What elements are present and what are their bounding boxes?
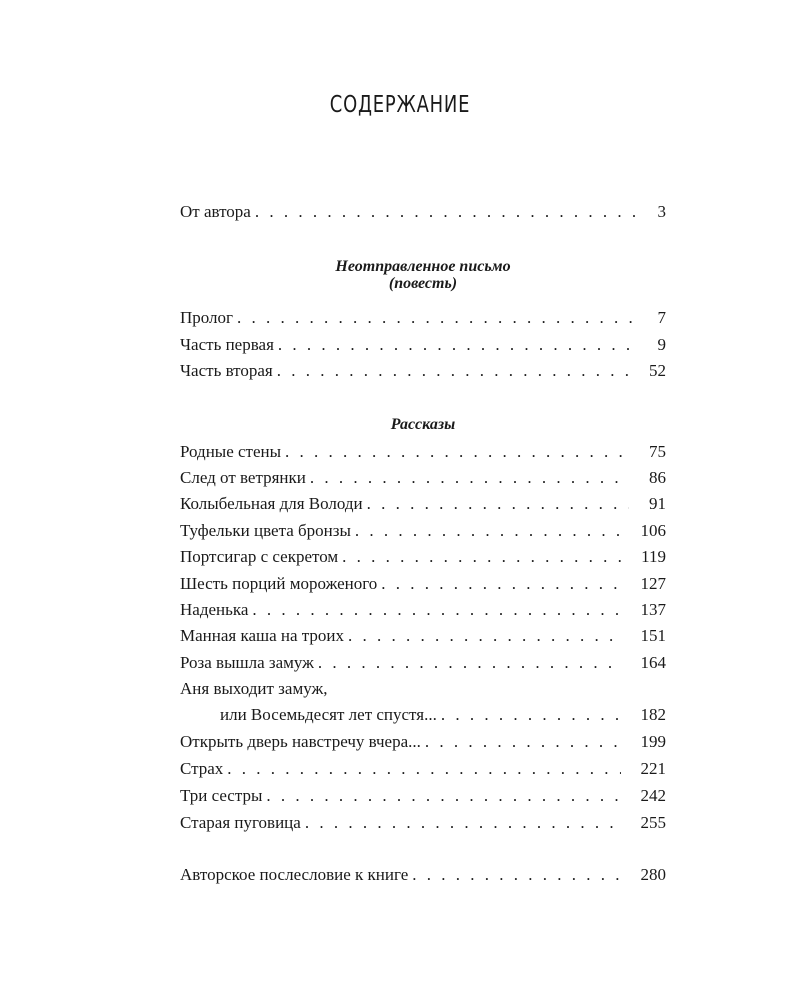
toc-entry-label: Портсигар с секретом	[180, 547, 339, 566]
dot-leader	[227, 757, 620, 781]
page-title: СОДЕРЖАНИЕ	[329, 92, 471, 118]
toc-entry-page: 127	[640, 574, 666, 593]
dot-leader	[310, 466, 629, 490]
toc-entry-page: 106	[640, 521, 666, 540]
toc-entry[interactable]	[180, 200, 666, 224]
toc-entry-page: 119	[641, 547, 666, 566]
dot-leader	[252, 598, 620, 622]
toc-entry-label: Туфельки цвета бронзы	[180, 521, 351, 540]
toc-entry-page: 3	[657, 202, 666, 221]
toc-entry-label: Роза вышла замуж	[180, 653, 314, 672]
toc-entry-label: Наденька	[180, 600, 249, 619]
section-heading	[180, 416, 666, 433]
toc-entry-label: или Восемьдесят лет спустя...	[220, 705, 437, 724]
toc-entry[interactable]	[180, 306, 666, 330]
toc-entry-label: Страх	[180, 759, 224, 778]
toc-entry[interactable]	[180, 730, 666, 754]
toc-entry[interactable]	[180, 572, 666, 596]
toc-entry[interactable]	[180, 811, 666, 835]
toc-entry-label: Родные стены	[180, 442, 282, 461]
toc-entry-page: 75	[649, 442, 666, 461]
toc-entry[interactable]	[180, 863, 666, 887]
section-heading-line: Неотправленное письмо	[335, 258, 511, 275]
toc-entry[interactable]	[180, 359, 666, 383]
toc-entry-label: Три сестры	[180, 786, 263, 805]
toc-entry-label: Авторское послесловие к книге	[180, 865, 409, 884]
toc-entry-page: 199	[640, 732, 666, 751]
toc-entry[interactable]	[180, 492, 666, 516]
toc-entry-page: 182	[640, 705, 666, 724]
toc-entry[interactable]	[180, 333, 666, 357]
dot-leader	[278, 333, 638, 357]
toc-entry[interactable]	[180, 624, 666, 648]
section-heading-line: Рассказы	[390, 416, 456, 433]
dot-leader	[342, 545, 621, 569]
dot-leader	[381, 572, 620, 596]
dot-leader	[412, 863, 620, 887]
dot-leader	[441, 703, 621, 727]
dot-leader	[318, 651, 621, 675]
toc-entry[interactable]	[180, 440, 666, 464]
toc-entry-page: 7	[657, 308, 666, 327]
toc-entry[interactable]	[180, 651, 666, 675]
dot-leader	[277, 359, 629, 383]
toc-entry[interactable]	[180, 598, 666, 622]
dot-leader	[367, 492, 629, 516]
section-heading	[180, 258, 666, 292]
toc-entry-label: Часть первая	[180, 335, 274, 354]
toc-entry[interactable]	[180, 519, 666, 543]
dot-leader	[237, 306, 637, 330]
dot-leader	[266, 784, 620, 808]
toc-entry-page: 164	[640, 653, 666, 672]
section-heading-line: (повесть)	[388, 275, 458, 292]
toc-entry-page: 137	[640, 600, 666, 619]
toc-entry-label: Колыбельная для Володи	[180, 494, 363, 513]
toc-entry-label: От автора	[180, 202, 251, 221]
toc-entry-page: 52	[649, 361, 666, 380]
toc-entry-page: 9	[657, 335, 666, 354]
toc-entry-page: 91	[649, 494, 666, 513]
toc-entry-page: 86	[649, 468, 666, 487]
toc-entry-page: 151	[640, 626, 666, 645]
toc-entry[interactable]	[180, 703, 666, 727]
dot-leader	[425, 730, 621, 754]
toc-entry-label: Открыть дверь навстречу вчера...	[180, 732, 421, 751]
toc-entry-label: Пролог	[180, 308, 234, 327]
toc-entry-page: 280	[640, 865, 666, 884]
dot-leader	[305, 811, 621, 835]
toc-entry[interactable]	[180, 545, 666, 569]
toc-entry-label: След от ветрянки	[180, 468, 306, 487]
toc-entry-label: Старая пуговица	[180, 813, 301, 832]
toc-entry-label-line1[interactable]: Аня выходит замуж,	[180, 679, 328, 698]
toc-entry-page: 255	[640, 813, 666, 832]
toc-entry[interactable]	[180, 784, 666, 808]
toc-entry-label: Шесть порций мороженого	[180, 574, 378, 593]
toc-entry-label: Манная каша на троих	[180, 626, 345, 645]
dot-leader	[355, 519, 621, 543]
toc-entry-page: 242	[640, 786, 666, 805]
toc-entry-label: Часть вторая	[180, 361, 273, 380]
toc-entry-page: 221	[640, 759, 666, 778]
toc-entry[interactable]	[180, 466, 666, 490]
toc-entry[interactable]	[180, 757, 666, 781]
dot-leader	[255, 200, 638, 224]
dot-leader	[285, 440, 629, 464]
dot-leader	[348, 624, 620, 648]
